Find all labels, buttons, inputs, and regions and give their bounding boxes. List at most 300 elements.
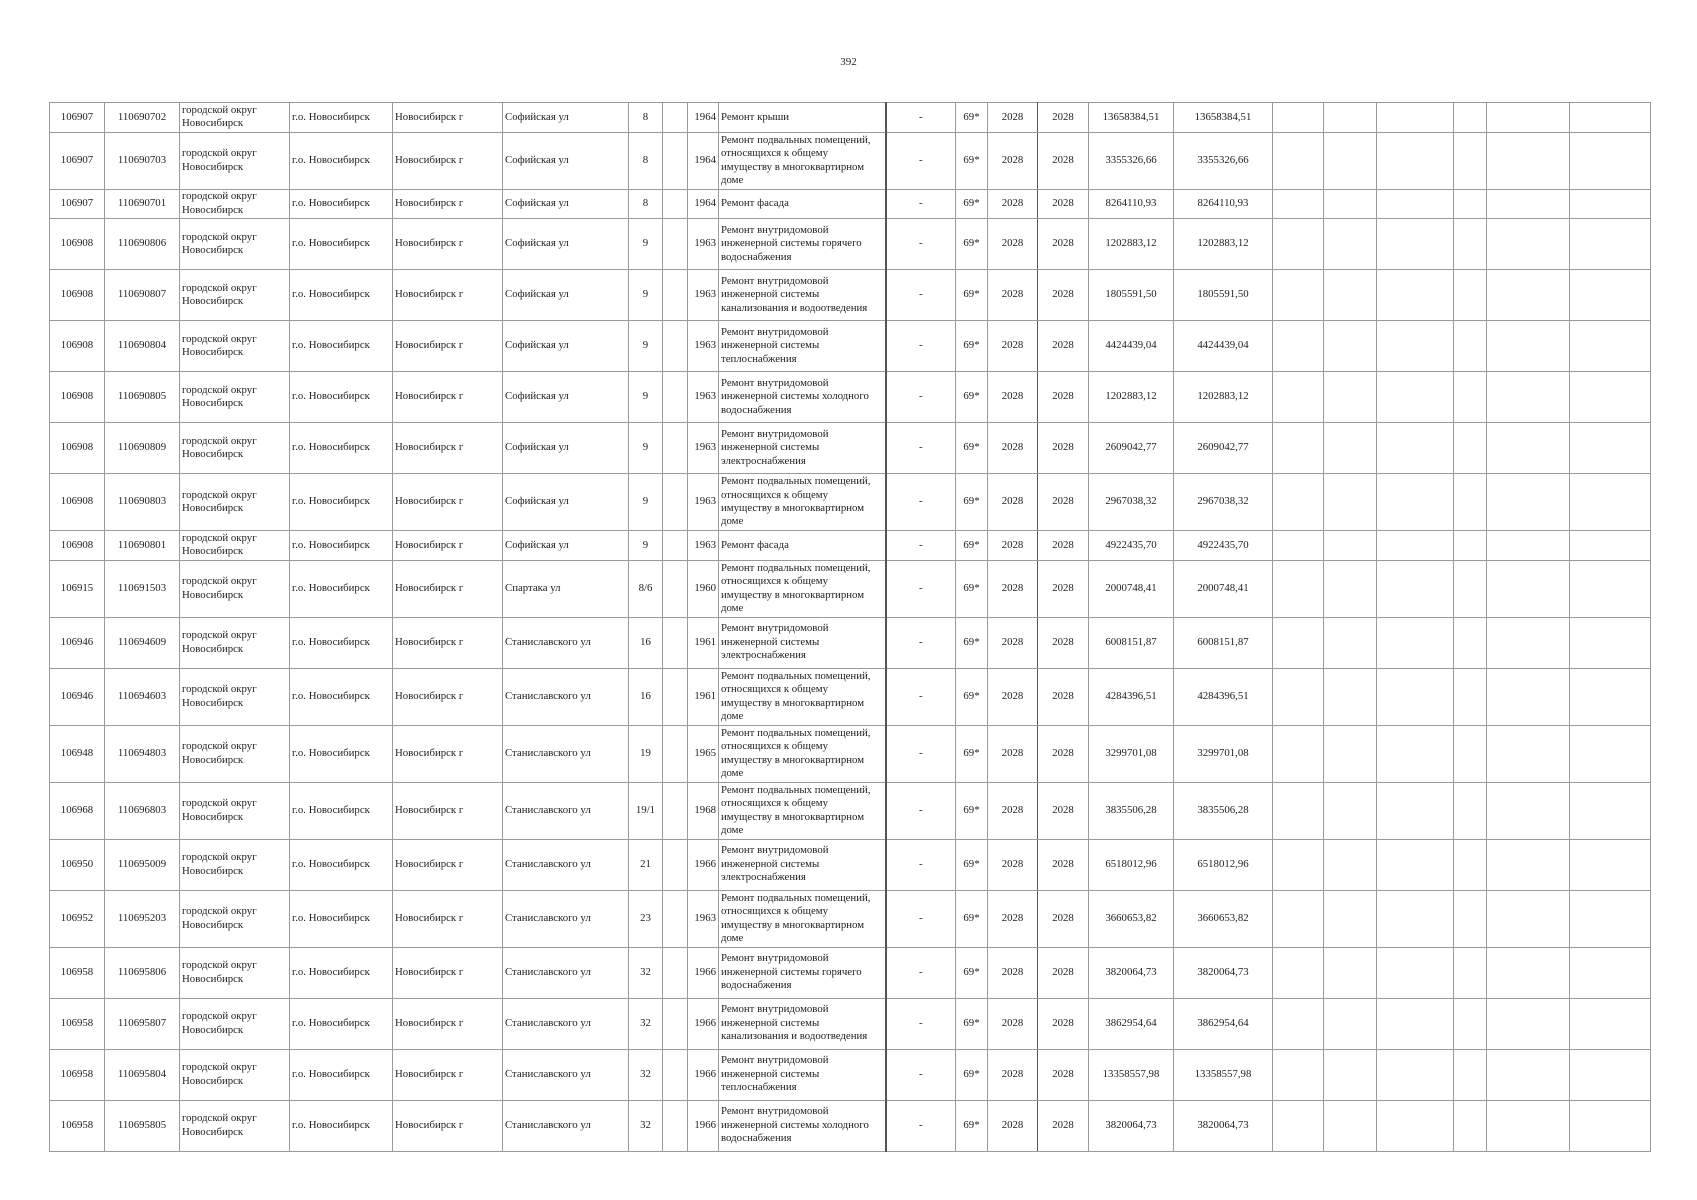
cost-total: 3355326,66 xyxy=(1174,132,1273,189)
city: Новосибирск г xyxy=(393,1049,503,1100)
district: городской округ Новосибирск xyxy=(180,560,290,617)
build-year: 1961 xyxy=(688,668,719,725)
street: Софийская ул xyxy=(503,270,629,321)
cost: 1805591,50 xyxy=(1089,270,1174,321)
norm-value: 69* xyxy=(956,423,988,474)
empty-cell xyxy=(1377,132,1454,189)
year-end: 2028 xyxy=(1038,132,1089,189)
dash-value: - xyxy=(886,372,956,423)
table-row xyxy=(50,219,1651,270)
dash-value: - xyxy=(886,474,956,531)
municipality: г.о. Новосибирск xyxy=(290,617,393,668)
empty-cell xyxy=(1454,132,1487,189)
table-row xyxy=(50,839,1651,890)
dash-value: - xyxy=(886,270,956,321)
empty-cell xyxy=(1487,531,1570,561)
empty-cell xyxy=(663,560,688,617)
year-end: 2028 xyxy=(1038,947,1089,998)
work-code: 110690801 xyxy=(105,531,180,561)
cost-total: 2967038,32 xyxy=(1174,474,1273,531)
empty-cell xyxy=(1570,782,1651,839)
cost: 6518012,96 xyxy=(1089,839,1174,890)
empty-cell xyxy=(1570,890,1651,947)
row-id: 106915 xyxy=(50,560,105,617)
table-row xyxy=(50,270,1651,321)
district: городской округ Новосибирск xyxy=(180,423,290,474)
house-number: 9 xyxy=(629,531,663,561)
empty-cell xyxy=(1487,219,1570,270)
build-year: 1963 xyxy=(688,531,719,561)
house-number: 9 xyxy=(629,219,663,270)
empty-cell xyxy=(1377,668,1454,725)
year-start: 2028 xyxy=(988,270,1038,321)
norm-value: 69* xyxy=(956,725,988,782)
norm-value: 69* xyxy=(956,531,988,561)
year-end: 2028 xyxy=(1038,1049,1089,1100)
year-start: 2028 xyxy=(988,839,1038,890)
house-number: 8/6 xyxy=(629,560,663,617)
dash-value: - xyxy=(886,725,956,782)
row-id: 106908 xyxy=(50,270,105,321)
work-type: Ремонт подвальных помещений, относящихся к общему имуществу в многоквартирном доме xyxy=(719,560,886,617)
empty-cell xyxy=(1273,725,1324,782)
norm-value: 69* xyxy=(956,782,988,839)
empty-cell xyxy=(1454,423,1487,474)
year-start: 2028 xyxy=(988,372,1038,423)
empty-cell xyxy=(1324,270,1377,321)
district: городской округ Новосибирск xyxy=(180,782,290,839)
empty-cell xyxy=(1324,423,1377,474)
row-id: 106908 xyxy=(50,321,105,372)
work-code: 110690701 xyxy=(105,189,180,219)
row-id: 106907 xyxy=(50,103,105,133)
municipality: г.о. Новосибирск xyxy=(290,189,393,219)
empty-cell xyxy=(1454,270,1487,321)
empty-cell xyxy=(663,372,688,423)
cost-total: 13358557,98 xyxy=(1174,1049,1273,1100)
empty-cell xyxy=(1377,219,1454,270)
empty-cell xyxy=(1273,474,1324,531)
build-year: 1964 xyxy=(688,103,719,133)
build-year: 1963 xyxy=(688,890,719,947)
empty-cell xyxy=(1273,890,1324,947)
empty-cell xyxy=(1377,423,1454,474)
norm-value: 69* xyxy=(956,189,988,219)
row-id: 106958 xyxy=(50,947,105,998)
empty-cell xyxy=(1377,890,1454,947)
empty-cell xyxy=(1454,1049,1487,1100)
empty-cell xyxy=(1454,947,1487,998)
work-type: Ремонт внутридомовой инженерной системы горячего водоснабжения xyxy=(719,947,886,998)
empty-cell xyxy=(1324,103,1377,133)
house-number: 32 xyxy=(629,1100,663,1151)
empty-cell xyxy=(1454,372,1487,423)
row-id: 106958 xyxy=(50,998,105,1049)
work-code: 110690805 xyxy=(105,372,180,423)
empty-cell xyxy=(1454,321,1487,372)
year-end: 2028 xyxy=(1038,560,1089,617)
empty-cell xyxy=(1377,725,1454,782)
dash-value: - xyxy=(886,189,956,219)
district: городской округ Новосибирск xyxy=(180,998,290,1049)
district: городской округ Новосибирск xyxy=(180,189,290,219)
empty-cell xyxy=(1273,270,1324,321)
work-type: Ремонт внутридомовой инженерной системы холодного водоснабжения xyxy=(719,372,886,423)
year-end: 2028 xyxy=(1038,890,1089,947)
cost-total: 3299701,08 xyxy=(1174,725,1273,782)
row-id: 106908 xyxy=(50,219,105,270)
empty-cell xyxy=(1570,219,1651,270)
norm-value: 69* xyxy=(956,321,988,372)
empty-cell xyxy=(1487,782,1570,839)
year-end: 2028 xyxy=(1038,219,1089,270)
row-id: 106948 xyxy=(50,725,105,782)
year-end: 2028 xyxy=(1038,1100,1089,1151)
empty-cell xyxy=(1324,668,1377,725)
empty-cell xyxy=(1377,103,1454,133)
cost-total: 6008151,87 xyxy=(1174,617,1273,668)
build-year: 1965 xyxy=(688,725,719,782)
district: городской округ Новосибирск xyxy=(180,1049,290,1100)
empty-cell xyxy=(1324,560,1377,617)
year-start: 2028 xyxy=(988,189,1038,219)
table-row xyxy=(50,947,1651,998)
city: Новосибирск г xyxy=(393,839,503,890)
empty-cell xyxy=(1273,1100,1324,1151)
year-start: 2028 xyxy=(988,1100,1038,1151)
empty-cell xyxy=(1273,617,1324,668)
work-code: 110694609 xyxy=(105,617,180,668)
build-year: 1963 xyxy=(688,219,719,270)
municipality: г.о. Новосибирск xyxy=(290,423,393,474)
municipality: г.о. Новосибирск xyxy=(290,1100,393,1151)
cost: 2967038,32 xyxy=(1089,474,1174,531)
work-type: Ремонт внутридомовой инженерной системы канализования и водоотведения xyxy=(719,998,886,1049)
street: Станиславского ул xyxy=(503,1049,629,1100)
empty-cell xyxy=(1487,189,1570,219)
work-type: Ремонт внутридомовой инженерной системы холодного водоснабжения xyxy=(719,1100,886,1151)
year-start: 2028 xyxy=(988,890,1038,947)
build-year: 1963 xyxy=(688,474,719,531)
empty-cell xyxy=(1487,321,1570,372)
year-end: 2028 xyxy=(1038,189,1089,219)
year-end: 2028 xyxy=(1038,474,1089,531)
empty-cell xyxy=(1570,531,1651,561)
district: городской округ Новосибирск xyxy=(180,617,290,668)
house-number: 9 xyxy=(629,270,663,321)
cost-total: 3660653,82 xyxy=(1174,890,1273,947)
empty-cell xyxy=(1273,189,1324,219)
build-year: 1961 xyxy=(688,617,719,668)
house-number: 19 xyxy=(629,725,663,782)
build-year: 1966 xyxy=(688,1100,719,1151)
dash-value: - xyxy=(886,782,956,839)
empty-cell xyxy=(1324,890,1377,947)
empty-cell xyxy=(1454,890,1487,947)
empty-cell xyxy=(1454,103,1487,133)
empty-cell xyxy=(1377,998,1454,1049)
build-year: 1964 xyxy=(688,132,719,189)
build-year: 1966 xyxy=(688,839,719,890)
city: Новосибирск г xyxy=(393,617,503,668)
work-type: Ремонт фасада xyxy=(719,189,886,219)
empty-cell xyxy=(1273,998,1324,1049)
build-year: 1960 xyxy=(688,560,719,617)
table-row xyxy=(50,1049,1651,1100)
table-row xyxy=(50,189,1651,219)
work-type: Ремонт внутридомовой инженерной системы электроснабжения xyxy=(719,839,886,890)
cost: 4424439,04 xyxy=(1089,321,1174,372)
empty-cell xyxy=(663,947,688,998)
work-code: 110694603 xyxy=(105,668,180,725)
cost-total: 6518012,96 xyxy=(1174,839,1273,890)
city: Новосибирск г xyxy=(393,132,503,189)
empty-cell xyxy=(1273,531,1324,561)
empty-cell xyxy=(1377,321,1454,372)
dash-value: - xyxy=(886,617,956,668)
cost-total: 2609042,77 xyxy=(1174,423,1273,474)
empty-cell xyxy=(663,782,688,839)
year-start: 2028 xyxy=(988,725,1038,782)
house-number: 32 xyxy=(629,947,663,998)
year-start: 2028 xyxy=(988,617,1038,668)
year-start: 2028 xyxy=(988,560,1038,617)
build-year: 1963 xyxy=(688,321,719,372)
work-type: Ремонт подвальных помещений, относящихся к общему имуществу в многоквартирном доме xyxy=(719,474,886,531)
city: Новосибирск г xyxy=(393,219,503,270)
norm-value: 69* xyxy=(956,1100,988,1151)
empty-cell xyxy=(1570,189,1651,219)
empty-cell xyxy=(663,1100,688,1151)
empty-cell xyxy=(1324,132,1377,189)
cost: 8264110,93 xyxy=(1089,189,1174,219)
year-end: 2028 xyxy=(1038,725,1089,782)
city: Новосибирск г xyxy=(393,423,503,474)
dash-value: - xyxy=(886,423,956,474)
empty-cell xyxy=(1273,132,1324,189)
year-end: 2028 xyxy=(1038,617,1089,668)
empty-cell xyxy=(663,617,688,668)
municipality: г.о. Новосибирск xyxy=(290,725,393,782)
row-id: 106958 xyxy=(50,1049,105,1100)
work-code: 110690803 xyxy=(105,474,180,531)
year-start: 2028 xyxy=(988,132,1038,189)
empty-cell xyxy=(1570,103,1651,133)
year-end: 2028 xyxy=(1038,103,1089,133)
empty-cell xyxy=(1273,782,1324,839)
year-start: 2028 xyxy=(988,103,1038,133)
empty-cell xyxy=(1377,1100,1454,1151)
municipality: г.о. Новосибирск xyxy=(290,372,393,423)
empty-cell xyxy=(1377,782,1454,839)
work-code: 110690702 xyxy=(105,103,180,133)
cost: 3355326,66 xyxy=(1089,132,1174,189)
work-type: Ремонт подвальных помещений, относящихся к общему имуществу в многоквартирном доме xyxy=(719,782,886,839)
street: Станиславского ул xyxy=(503,782,629,839)
work-code: 110695805 xyxy=(105,1100,180,1151)
district: городской округ Новосибирск xyxy=(180,725,290,782)
empty-cell xyxy=(1570,839,1651,890)
row-id: 106946 xyxy=(50,617,105,668)
cost: 3862954,64 xyxy=(1089,998,1174,1049)
empty-cell xyxy=(1273,839,1324,890)
empty-cell xyxy=(1324,321,1377,372)
table-row xyxy=(50,782,1651,839)
empty-cell xyxy=(1487,372,1570,423)
district: городской округ Новосибирск xyxy=(180,132,290,189)
year-start: 2028 xyxy=(988,998,1038,1049)
empty-cell xyxy=(1273,219,1324,270)
street: Софийская ул xyxy=(503,423,629,474)
empty-cell xyxy=(1377,560,1454,617)
capital-repair-table xyxy=(49,102,1651,1152)
cost-total: 3820064,73 xyxy=(1174,1100,1273,1151)
street: Софийская ул xyxy=(503,372,629,423)
work-type: Ремонт подвальных помещений, относящихся к общему имуществу в многоквартирном доме xyxy=(719,132,886,189)
dash-value: - xyxy=(886,219,956,270)
empty-cell xyxy=(1454,725,1487,782)
street: Станиславского ул xyxy=(503,947,629,998)
empty-cell xyxy=(1570,560,1651,617)
municipality: г.о. Новосибирск xyxy=(290,103,393,133)
empty-cell xyxy=(1487,947,1570,998)
empty-cell xyxy=(1324,372,1377,423)
cost-total: 4922435,70 xyxy=(1174,531,1273,561)
city: Новосибирск г xyxy=(393,782,503,839)
dash-value: - xyxy=(886,998,956,1049)
work-type: Ремонт внутридомовой инженерной системы теплоснабжения xyxy=(719,1049,886,1100)
cost: 2609042,77 xyxy=(1089,423,1174,474)
norm-value: 69* xyxy=(956,270,988,321)
district: городской округ Новосибирск xyxy=(180,531,290,561)
norm-value: 69* xyxy=(956,560,988,617)
row-id: 106907 xyxy=(50,132,105,189)
empty-cell xyxy=(1377,372,1454,423)
cost: 4284396,51 xyxy=(1089,668,1174,725)
street: Станиславского ул xyxy=(503,668,629,725)
street: Станиславского ул xyxy=(503,617,629,668)
city: Новосибирск г xyxy=(393,189,503,219)
empty-cell xyxy=(1487,725,1570,782)
cost-total: 1202883,12 xyxy=(1174,219,1273,270)
empty-cell xyxy=(1273,668,1324,725)
empty-cell xyxy=(1487,270,1570,321)
table-row xyxy=(50,531,1651,561)
house-number: 9 xyxy=(629,321,663,372)
house-number: 16 xyxy=(629,668,663,725)
street: Софийская ул xyxy=(503,531,629,561)
work-code: 110690806 xyxy=(105,219,180,270)
empty-cell xyxy=(663,270,688,321)
city: Новосибирск г xyxy=(393,890,503,947)
empty-cell xyxy=(1377,617,1454,668)
cost-total: 3820064,73 xyxy=(1174,947,1273,998)
municipality: г.о. Новосибирск xyxy=(290,219,393,270)
norm-value: 69* xyxy=(956,1049,988,1100)
work-code: 110695806 xyxy=(105,947,180,998)
empty-cell xyxy=(1454,1100,1487,1151)
build-year: 1966 xyxy=(688,998,719,1049)
city: Новосибирск г xyxy=(393,725,503,782)
empty-cell xyxy=(1377,270,1454,321)
table-row xyxy=(50,890,1651,947)
empty-cell xyxy=(1487,560,1570,617)
street: Софийская ул xyxy=(503,103,629,133)
year-end: 2028 xyxy=(1038,423,1089,474)
empty-cell xyxy=(1570,270,1651,321)
row-id: 106946 xyxy=(50,668,105,725)
row-id: 106958 xyxy=(50,1100,105,1151)
year-end: 2028 xyxy=(1038,668,1089,725)
empty-cell xyxy=(1487,1049,1570,1100)
cost-total: 3862954,64 xyxy=(1174,998,1273,1049)
work-type: Ремонт фасада xyxy=(719,531,886,561)
build-year: 1966 xyxy=(688,947,719,998)
empty-cell xyxy=(1487,474,1570,531)
table-row xyxy=(50,1100,1651,1151)
empty-cell xyxy=(1273,103,1324,133)
table-row xyxy=(50,103,1651,133)
norm-value: 69* xyxy=(956,947,988,998)
empty-cell xyxy=(663,668,688,725)
empty-cell xyxy=(1377,947,1454,998)
municipality: г.о. Новосибирск xyxy=(290,947,393,998)
municipality: г.о. Новосибирск xyxy=(290,531,393,561)
house-number: 8 xyxy=(629,132,663,189)
empty-cell xyxy=(663,839,688,890)
dash-value: - xyxy=(886,1100,956,1151)
year-end: 2028 xyxy=(1038,998,1089,1049)
build-year: 1964 xyxy=(688,189,719,219)
build-year: 1963 xyxy=(688,423,719,474)
empty-cell xyxy=(1487,423,1570,474)
empty-cell xyxy=(1454,531,1487,561)
municipality: г.о. Новосибирск xyxy=(290,839,393,890)
year-start: 2028 xyxy=(988,668,1038,725)
empty-cell xyxy=(1454,617,1487,668)
empty-cell xyxy=(1324,947,1377,998)
table-row xyxy=(50,668,1651,725)
empty-cell xyxy=(663,219,688,270)
municipality: г.о. Новосибирск xyxy=(290,560,393,617)
district: городской округ Новосибирск xyxy=(180,839,290,890)
municipality: г.о. Новосибирск xyxy=(290,668,393,725)
district: городской округ Новосибирск xyxy=(180,372,290,423)
street: Станиславского ул xyxy=(503,890,629,947)
row-id: 106908 xyxy=(50,474,105,531)
street: Софийская ул xyxy=(503,321,629,372)
cost: 3299701,08 xyxy=(1089,725,1174,782)
dash-value: - xyxy=(886,560,956,617)
street: Станиславского ул xyxy=(503,1100,629,1151)
cost-total: 2000748,41 xyxy=(1174,560,1273,617)
district: городской округ Новосибирск xyxy=(180,270,290,321)
city: Новосибирск г xyxy=(393,103,503,133)
year-end: 2028 xyxy=(1038,270,1089,321)
cost-total: 1805591,50 xyxy=(1174,270,1273,321)
empty-cell xyxy=(1324,1100,1377,1151)
street: Софийская ул xyxy=(503,219,629,270)
empty-cell xyxy=(1324,1049,1377,1100)
empty-cell xyxy=(1454,839,1487,890)
house-number: 9 xyxy=(629,423,663,474)
empty-cell xyxy=(1377,1049,1454,1100)
row-id: 106908 xyxy=(50,372,105,423)
empty-cell xyxy=(1487,1100,1570,1151)
table-row xyxy=(50,725,1651,782)
district: городской округ Новосибирск xyxy=(180,219,290,270)
table-row xyxy=(50,423,1651,474)
